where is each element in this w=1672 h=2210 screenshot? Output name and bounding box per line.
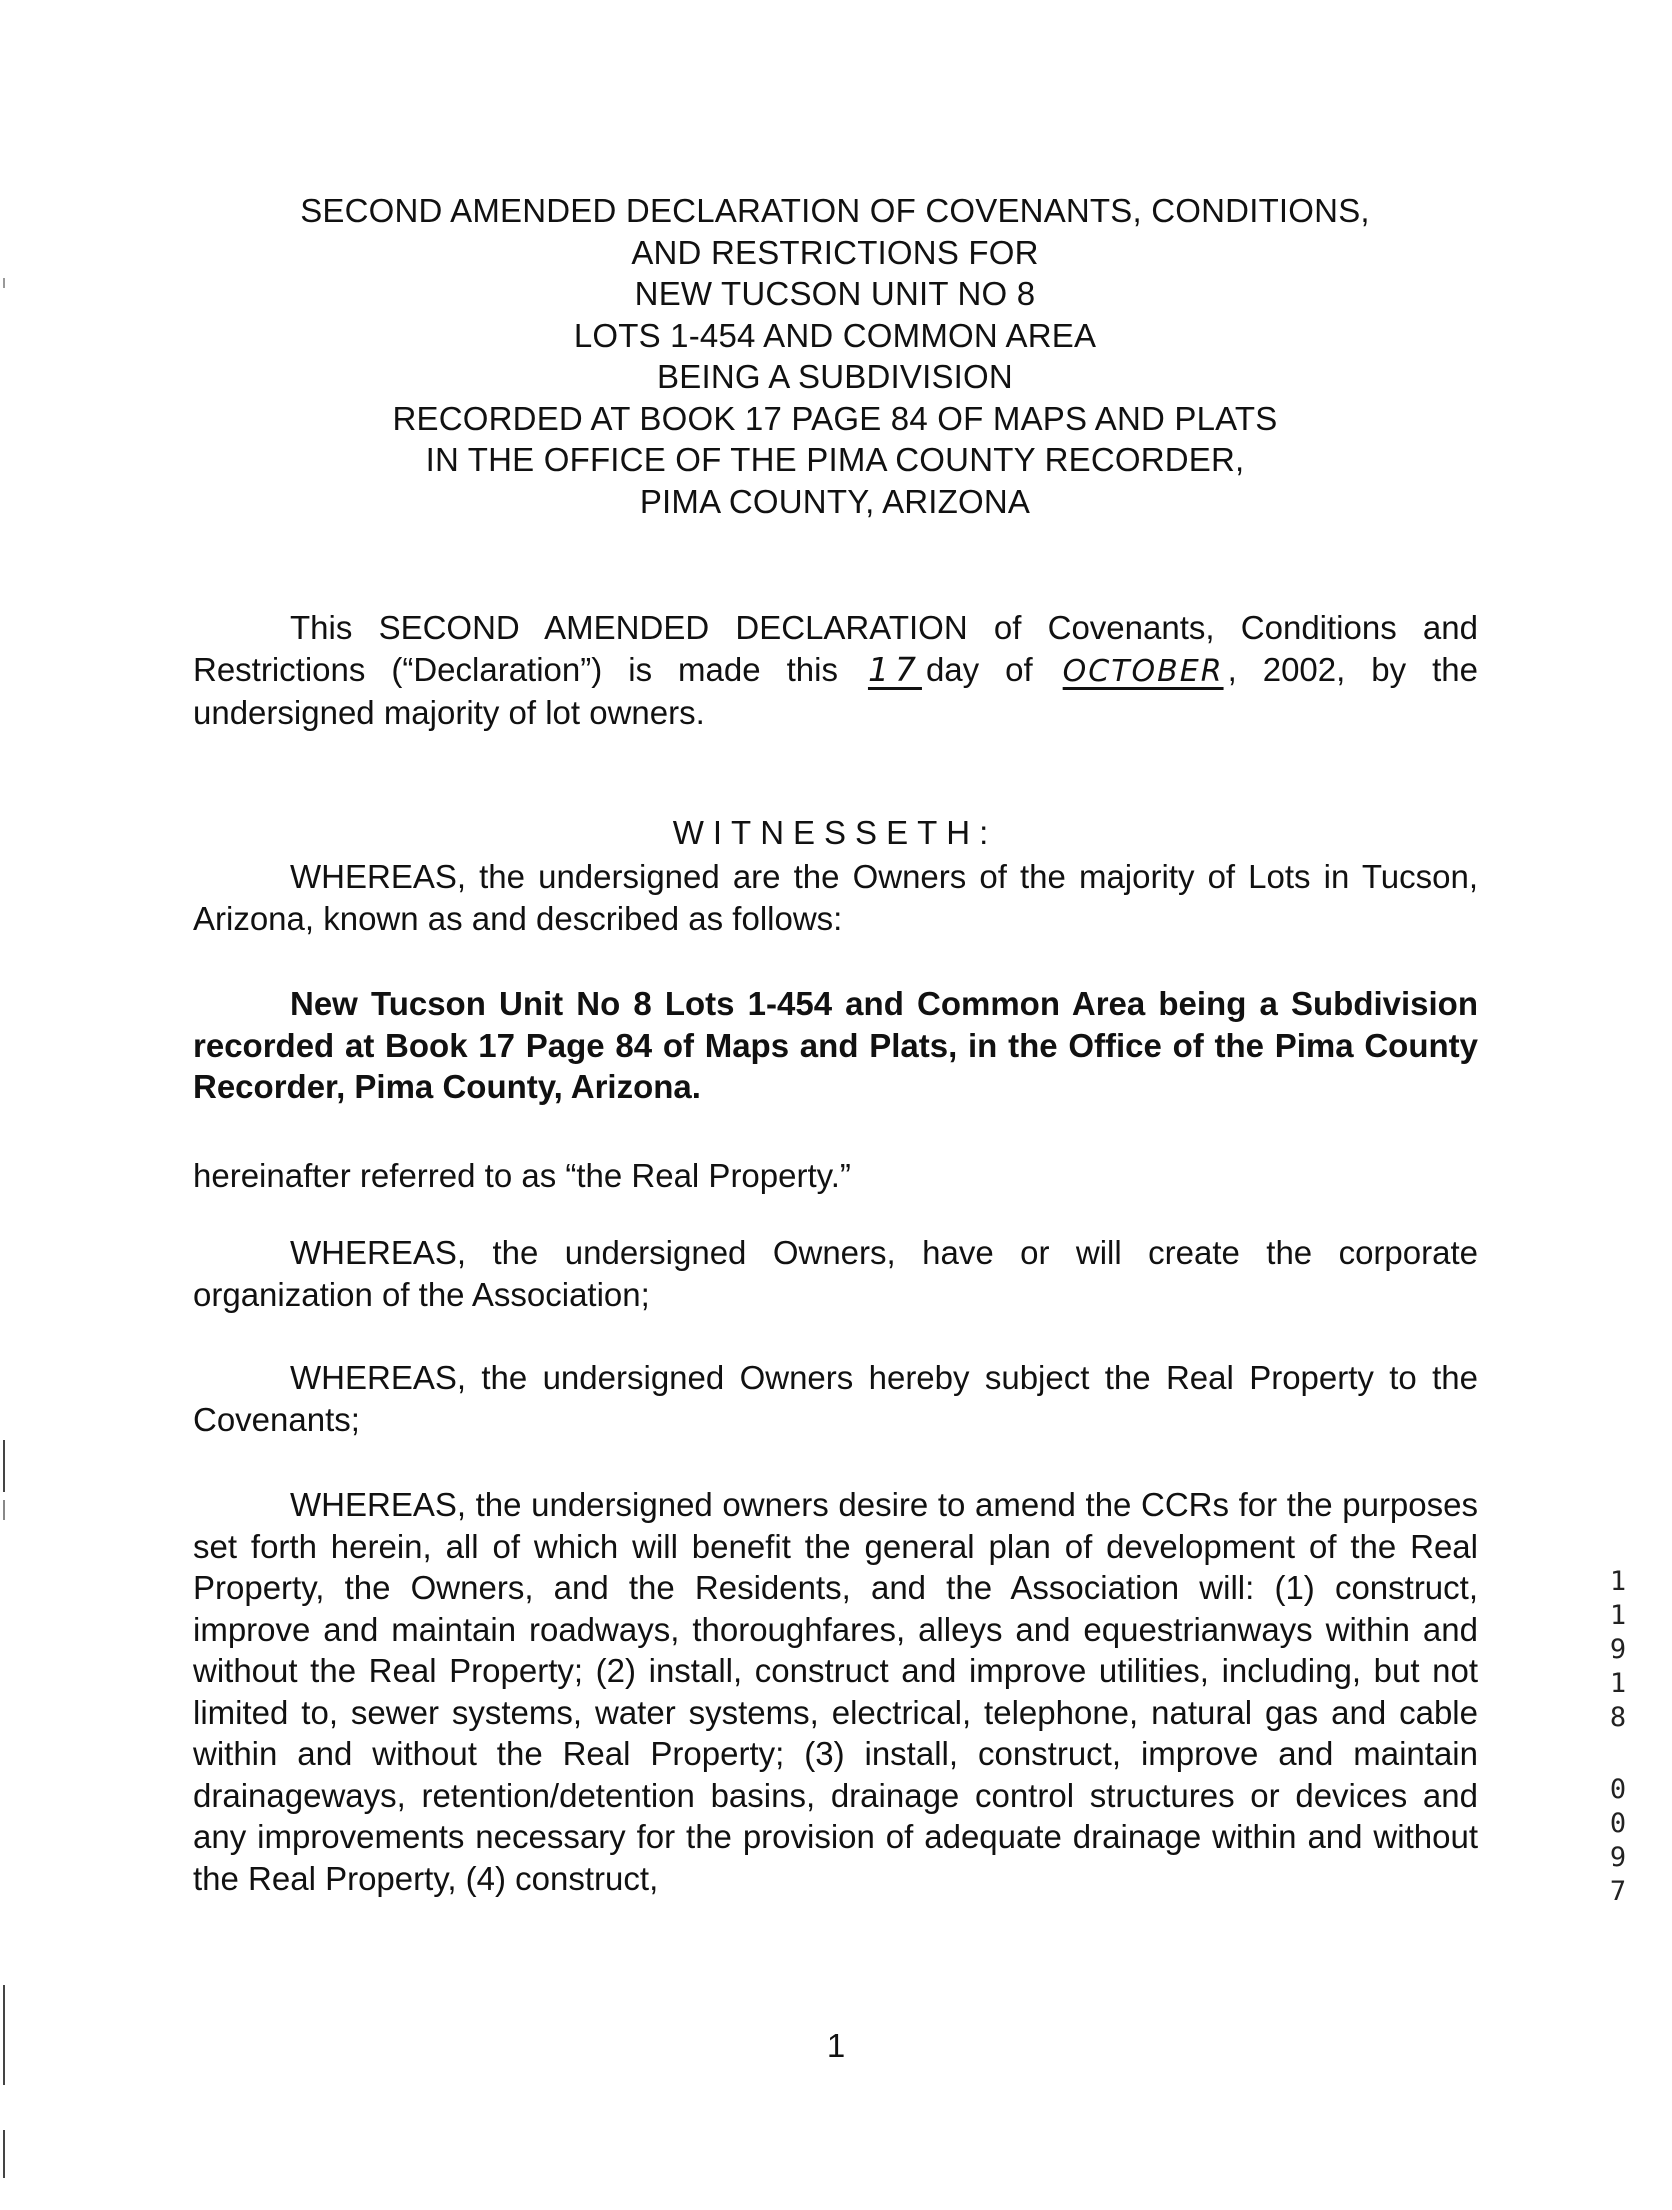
stamp-digit: 9 xyxy=(1609,1842,1627,1873)
title-line: NEW TUCSON UNIT NO 8 xyxy=(634,275,1036,312)
whereas-paragraph-3: WHEREAS, the undersigned Owners hereby subject the Real Property to the Covenants; xyxy=(193,1359,1478,1438)
handwritten-month: OCTOBER xyxy=(1062,653,1224,689)
scan-artifact-mark xyxy=(3,278,5,288)
stamp-digit: 9 xyxy=(1609,1634,1627,1665)
title-line: IN THE OFFICE OF THE PIMA COUNTY RECORDER, xyxy=(425,441,1245,478)
title-line: LOTS 1-454 AND COMMON AREA xyxy=(573,316,1097,354)
title-line: BEING A SUBDIVISION xyxy=(657,358,1013,395)
recording-stamp-top xyxy=(1603,1565,1633,1735)
whereas-paragraph-1: WHEREAS, the undersigned are the Owners of the majority of Lots in Tucson, Arizona, known as and described as follows: xyxy=(193,858,1478,937)
recording-stamp-bottom xyxy=(1603,1773,1633,1909)
page-number: 1 xyxy=(826,2027,846,2064)
intro-text-3: , 2002, by the undersigned majority of lot owners. xyxy=(193,650,1479,731)
document-title xyxy=(200,190,1470,522)
stamp-digit: 1 xyxy=(1609,1600,1627,1631)
title-line: AND RESTRICTIONS FOR xyxy=(631,233,1039,271)
stamp-digit: 0 xyxy=(1609,1774,1627,1805)
stamp-digit: 1 xyxy=(1609,1668,1627,1699)
title-line: SECOND AMENDED DECLARATION OF COVENANTS, CONDITIONS, xyxy=(300,192,1370,229)
scan-artifact-mark xyxy=(3,1985,5,2085)
title-line: RECORDED AT BOOK 17 PAGE 84 OF MAPS AND PLATS xyxy=(392,399,1278,437)
intro-text-1: This SECOND AMENDED DECLARATION of Covenants, Conditions and Restrictions (“Declaration”) is made this xyxy=(193,609,1478,688)
witnesseth-heading: WITNESSETH: xyxy=(672,814,998,851)
stamp-digit: 8 xyxy=(1609,1702,1627,1733)
whereas-paragraph-4: WHEREAS, the undersigned owners desire to amend the CCRs for the purposes set forth herein, all of which will benefit the general plan of development of the Real Property, the Owners, and the Residents, and the Association will: (1) construct, improve and maintain roadways, thoroughfares, alleys and equestrianways within and without the Real Property; (2) install, construct and improve utilities, including, but not limited to, sewer systems, water systems, electrical, telephone, natural gas and cable within and without the Real Property; (3) install, construct, improve and maintain drainageways, retention/detention basins, drainage control structures or devices and any improvements necessary for the provision of adequate drainage within and without the Real Property, (4) construct, xyxy=(193,1486,1478,1897)
intro-text-2: day of xyxy=(925,650,1033,688)
scan-artifact-mark xyxy=(3,2130,5,2178)
title-line: PIMA COUNTY, ARIZONA xyxy=(639,482,1031,520)
hereinafter-paragraph: hereinafter referred to as “the Real Property.” xyxy=(193,1157,851,1194)
property-description: New Tucson Unit No 8 Lots 1-454 and Common Area being a Subdivision recorded at Book 17 Page 84 of Maps and Plats, in the Office of the Pima County Recorder, Pima County, Arizona. xyxy=(193,985,1478,1105)
handwritten-day: 17 xyxy=(867,649,922,689)
whereas-paragraph-2: WHEREAS, the undersigned Owners, have or will create the corporate organization of the Association; xyxy=(193,1234,1478,1313)
stamp-digit: 1 xyxy=(1609,1566,1627,1597)
intro-paragraph xyxy=(193,607,1478,734)
scan-artifact-mark xyxy=(3,1500,5,1520)
scan-artifact-mark xyxy=(3,1440,5,1492)
stamp-digit: 0 xyxy=(1609,1808,1627,1839)
stamp-digit: 7 xyxy=(1609,1876,1627,1907)
